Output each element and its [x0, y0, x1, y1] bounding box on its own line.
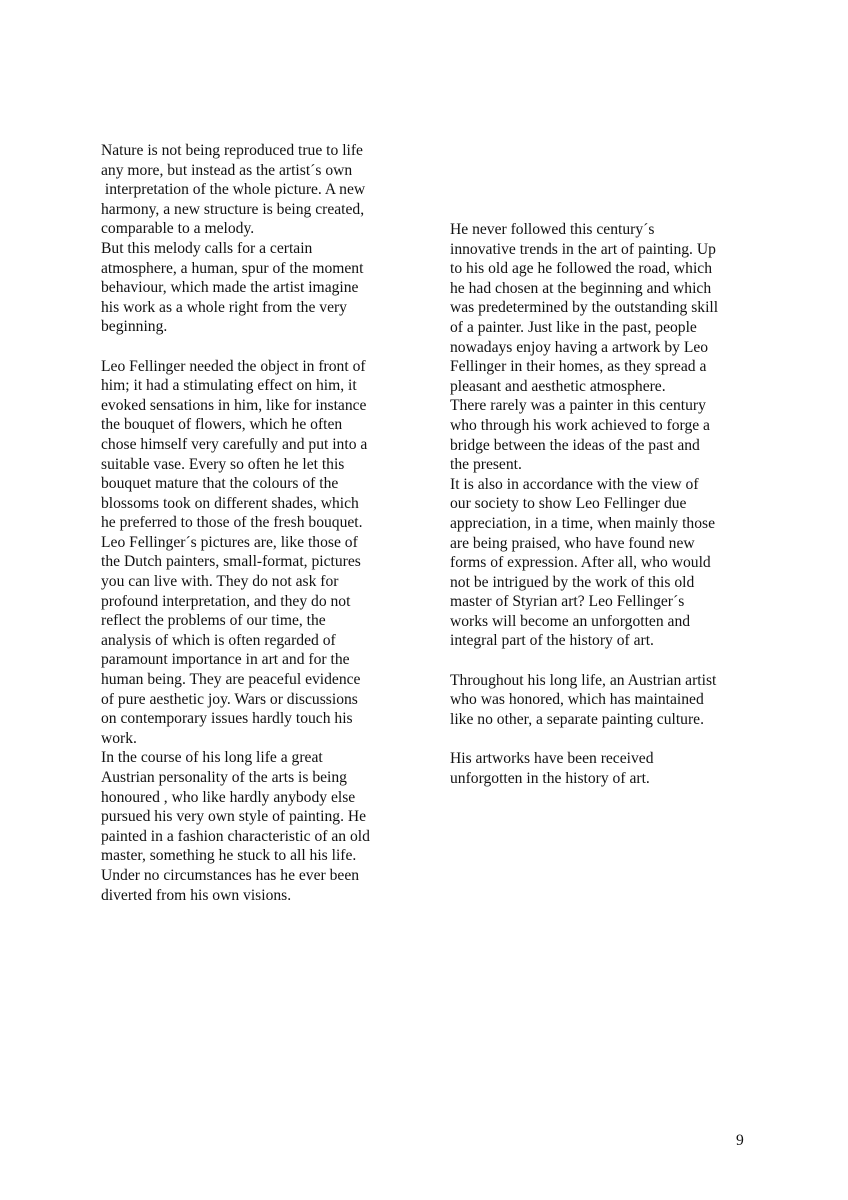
text-line: profound interpretation, and they do not — [101, 592, 351, 610]
paragraph — [101, 141, 421, 239]
text-line: works will become an unforgotten and — [450, 612, 691, 630]
text-line: honoured , who like hardly anybody else — [101, 788, 356, 806]
text-line: pleasant and aesthetic atmosphere. — [450, 377, 666, 395]
text-line: him; it had a stimulating effect on him, it — [101, 377, 357, 395]
text-line: unforgotten in the history of art. — [450, 769, 650, 787]
text-line: blossoms took on different shades, which — [101, 494, 359, 512]
text-line: the Dutch painters, small-format, pictures — [101, 553, 361, 571]
text-line: But this melody calls for a certain — [101, 239, 313, 257]
text-line: Fellinger in their homes, as they spread a — [450, 358, 707, 376]
text-line: human being. They are peaceful evidence — [101, 671, 361, 689]
text-line: atmosphere, a human, spur of the moment — [101, 259, 364, 277]
text-line: interpretation of the whole picture. A new — [101, 181, 366, 199]
text-line: analysis of which is often regarded of — [101, 631, 336, 649]
paragraph — [450, 220, 770, 396]
text-line: master, something he stuck to all his life. — [101, 847, 357, 865]
text-line: behaviour, which made the artist imagine — [101, 279, 359, 297]
text-line: It is also in accordance with the view of — [450, 475, 699, 493]
paragraph — [101, 357, 421, 533]
text-line: any more, but instead as the artist´s own — [101, 161, 353, 179]
paragraph — [450, 671, 770, 730]
text-line: painted in a fashion characteristic of an old — [101, 827, 370, 845]
text-line: forms of expression. After all, who would — [450, 554, 711, 572]
page-number: 9 — [736, 1132, 744, 1149]
text-line: he had chosen at the beginning and which — [450, 279, 712, 297]
text-line: Leo Fellinger needed the object in front of — [101, 357, 366, 375]
text-line: There rarely was a painter in this century — [450, 397, 706, 415]
text-line: was predetermined by the outstanding skill — [450, 299, 719, 317]
paragraph — [101, 533, 421, 749]
text-line: chose himself very carefully and put into a — [101, 435, 368, 453]
paragraph-spacer — [101, 337, 421, 357]
paragraph — [450, 475, 770, 651]
text-line: pursued his very own style of painting. He — [101, 808, 367, 826]
text-line: comparable to a melody. — [101, 220, 255, 238]
text-line: He never followed this century´s — [450, 221, 655, 238]
text-line: harmony, a new structure is being created, — [101, 200, 365, 218]
right-text-column — [450, 220, 770, 788]
text-line: Leo Fellinger´s pictures are, like those of — [101, 533, 358, 551]
text-line: master of Styrian art? Leo Fellinger´s — [450, 593, 685, 611]
text-line: appreciation, in a time, when mainly those — [450, 514, 716, 532]
text-line: reflect the problems of our time, the — [101, 612, 326, 630]
text-line: are being praised, who have found new — [450, 534, 695, 552]
text-line: his work as a whole right from the very — [101, 298, 347, 316]
text-line: on contemporary issues hardly touch his — [101, 710, 353, 728]
text-line: In the course of his long life a great — [101, 749, 323, 767]
text-line: like no other, a separate painting culture. — [450, 710, 704, 728]
paragraph — [450, 396, 770, 474]
text-line: the bouquet of flowers, which he often — [101, 416, 343, 434]
text-line: nowadays enjoy having a artwork by Leo — [450, 338, 709, 356]
text-line: diverted from his own visions. — [101, 886, 292, 904]
text-line: of pure aesthetic joy. Wars or discussions — [101, 690, 358, 708]
text-line: the present. — [450, 456, 522, 474]
text-line: Throughout his long life, an Austrian artist — [450, 671, 717, 689]
text-line: bridge between the ideas of the past and — [450, 436, 700, 454]
text-line: you can live with. They do not ask for — [101, 573, 339, 591]
text-line: His artworks have been received — [450, 750, 654, 768]
paragraph-spacer — [450, 729, 770, 749]
paragraph — [450, 749, 770, 788]
text-line: beginning. — [101, 318, 168, 336]
text-line: suitable vase. Every so often he let this — [101, 455, 345, 473]
text-line: of a painter. Just like in the past, people — [450, 318, 697, 336]
left-text-column — [101, 141, 421, 905]
text-line: who through his work achieved to forge a — [450, 416, 710, 434]
text-line: Under no circumstances has he ever been — [101, 866, 360, 884]
text-line: Nature is not being reproduced true to life — [101, 142, 363, 159]
text-line: integral part of the history of art. — [450, 632, 654, 650]
text-line: not be intrigued by the work of this old — [450, 573, 695, 591]
paragraph — [101, 239, 421, 337]
text-line: paramount importance in art and for the — [101, 651, 350, 669]
paragraph-spacer — [450, 651, 770, 671]
text-line: work. — [101, 729, 137, 747]
text-line: who was honored, which has maintained — [450, 691, 704, 709]
text-line: he preferred to those of the fresh bouquet. — [101, 514, 363, 532]
text-line: our society to show Leo Fellinger due — [450, 495, 687, 513]
text-line: evoked sensations in him, like for instance — [101, 396, 367, 414]
text-line: to his old age he followed the road, which — [450, 260, 712, 278]
text-line: bouquet mature that the colours of the — [101, 475, 339, 493]
paragraph — [101, 748, 421, 905]
text-line: innovative trends in the art of painting. Up — [450, 240, 716, 258]
text-line: Austrian personality of the arts is being — [101, 769, 347, 786]
